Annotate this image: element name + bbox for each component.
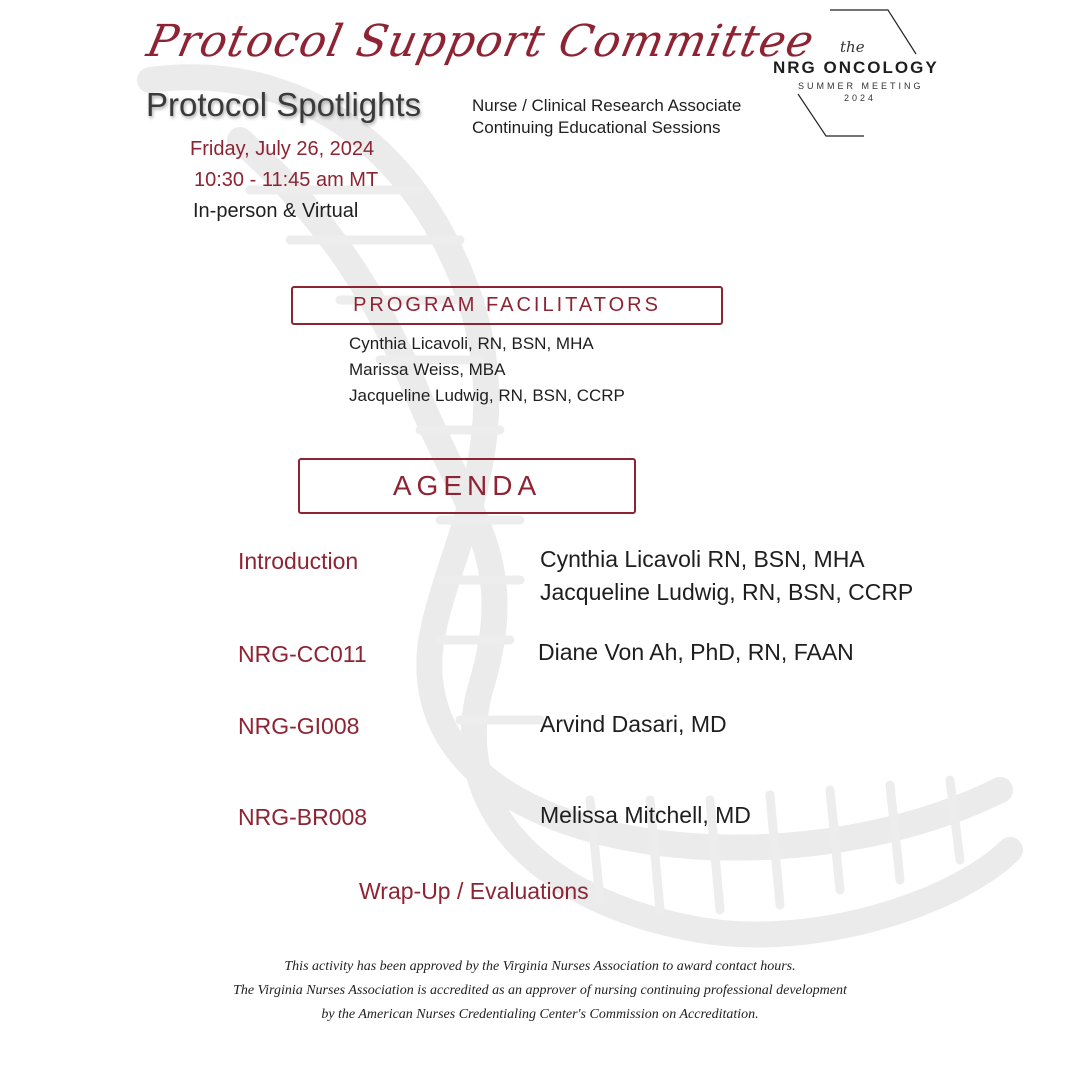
nrg-oncology-logo — [770, 8, 950, 140]
facilitator-name: Jacqueline Ludwig, RN, BSN, CCRP — [349, 386, 625, 405]
event-time: 10:30 - 11:45 am MT — [194, 169, 379, 191]
accreditation-line: The Virginia Nurses Association is accredited as an approver of nursing continuing professional development — [233, 983, 847, 998]
subtitle-line-2: Continuing Educational Sessions — [472, 118, 721, 137]
accreditation-line: by the American Nurses Credentialing Center's Commission on Accreditation. — [321, 1007, 759, 1022]
subtitle-line-1: Nurse / Clinical Research Associate — [472, 96, 742, 115]
agenda-speaker: Melissa Mitchell, MD — [540, 802, 751, 828]
agenda-topic: NRG-CC011 — [238, 641, 367, 667]
event-date: Friday, July 26, 2024 — [190, 138, 375, 160]
agenda-speaker: Diane Von Ah, PhD, RN, FAAN — [538, 639, 854, 665]
logo-meeting: SUMMER MEETING — [798, 81, 924, 91]
agenda-speakers — [540, 543, 913, 609]
script-title: Protocol Support Committee — [142, 16, 820, 67]
page-title: Protocol Spotlights — [146, 86, 422, 123]
logo-the: the — [840, 38, 865, 56]
accreditation-line: This activity has been approved by the Virginia Nurses Association to award contact hours. — [284, 959, 796, 974]
agenda-topic: NRG-GI008 — [238, 713, 360, 739]
agenda-topic: Introduction — [238, 548, 359, 574]
agenda-speaker: Cynthia Licavoli RN, BSN, MHA — [540, 546, 865, 572]
subtitle — [472, 95, 741, 139]
agenda-speaker: Arvind Dasari, MD — [540, 711, 727, 737]
facilitator-name: Marissa Weiss, MBA — [349, 360, 506, 379]
agenda-heading: AGENDA — [298, 458, 636, 514]
facilitators-list — [349, 331, 625, 409]
facilitator-name: Cynthia Licavoli, RN, BSN, MHA — [349, 334, 594, 353]
agenda-topic: NRG-BR008 — [238, 804, 368, 830]
logo-name: NRG ONCOLOGY — [773, 58, 939, 77]
facilitators-heading: PROGRAM FACILITATORS — [291, 286, 723, 325]
event-format: In-person & Virtual — [193, 200, 359, 222]
agenda-closing: Wrap-Up / Evaluations — [359, 878, 589, 904]
agenda-speaker: Jacqueline Ludwig, RN, BSN, CCRP — [540, 579, 914, 605]
logo-year: 2024 — [844, 93, 877, 103]
accreditation-statement — [0, 955, 1080, 1027]
